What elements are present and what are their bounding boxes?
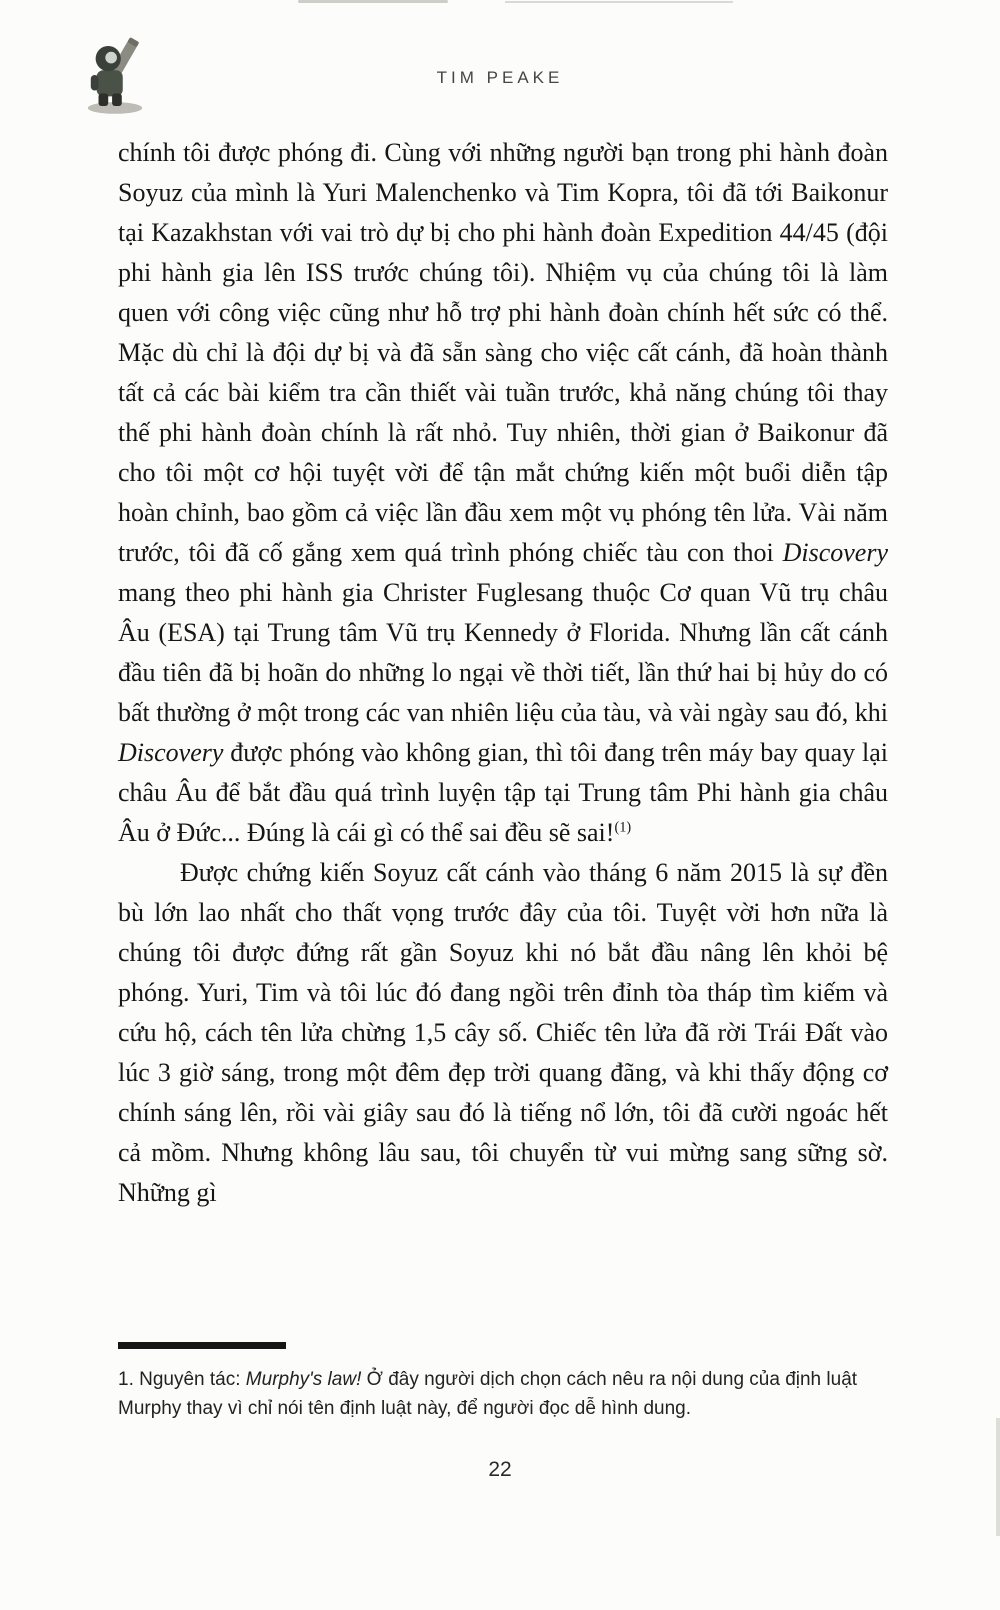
text-run-italic: Murphy's law! [245,1369,362,1390]
running-header: TIM PEAKE [436,68,564,87]
footnote [118,1342,888,1423]
scan-artifact [298,0,448,3]
text-run-italic: Discovery [782,538,888,567]
text-run: chính tôi được phóng đi. Cùng với những người bạn trong phi hành đoàn Soyuz của mình là Yuri Malenchenko và Tim Kopra, tôi đã tới Baikonur tại Kazakhstan với vai trò dự bị cho phi hành đoàn Expedition 44/45 (đội phi hành gia lên ISS trước chúng tôi). Nhiệm vụ của chúng tôi là làm quen với công việc cũng như hỗ trợ phi hành đoàn chính hết sức có thể. Mặc dù chỉ là đội dự bị và đã sẵn sàng cho việc cất cánh, đã hoàn thành tất cả các bài kiểm tra cần thiết vài tuần trước, khả năng chúng tôi thay thế phi hành đoàn chính là rất nhỏ. Tuy nhiên, thời gian ở Baikonur đã cho tôi một cơ hội tuyệt vời để tận mắt chứng kiến một buổi diễn tập hoàn chỉnh, bao gồm cả việc lần đầu xem một vụ phóng tên lửa. Vài năm trước, tôi đã cố gắng xem quá trình phóng chiếc tàu con thoi [118,138,888,567]
text-run: Ở đây người dịch chọn cách nêu ra nội dung của định luật Murphy thay vì chỉ nói tên định luật này, để người đọc dễ hình dung. [118,1369,858,1419]
text-run: mang theo phi hành gia Christer Fuglesang thuộc Cơ quan Vũ trụ châu Âu (ESA) tại Trung tâm Vũ trụ Kennedy ở Florida. Nhưng lần cất cánh đầu tiên đã bị hoãn do những lo ngại về thời tiết, lần thứ hai bị hủy do có bất thường ở một trong các van nhiên liệu của tàu, và vài ngày sau đó, khi [118,578,888,727]
page-number: 22 [488,1458,512,1481]
paragraph [118,853,888,1213]
text-run: Được chứng kiến Soyuz cất cánh vào tháng 6 năm 2015 là sự đền bù lớn lao nhất cho thất vọng trước đây của tôi. Tuyệt vời hơn nữa là chúng tôi được đứng rất gần Soyuz khi nó bắt đầu nâng lên khỏi bệ phóng. Yuri, Tim và tôi lúc đó đang ngồi trên đỉnh tòa tháp tìm kiếm và cứu hộ, cách tên lửa chừng 1,5 cây số. Chiếc tên lửa đã rời Trái Đất vào lúc 3 giờ sáng, trong một đêm đẹp trời quang đãng, và khi thấy động cơ chính sáng lên, rồi vài giây sau đó là tiếng nổ lớn, tôi đã cười ngoác hết cả mồm. Nhưng không lâu sau, tôi chuyển từ vui mừng sang sững sờ. Những gì [118,858,888,1207]
scan-artifact [505,1,733,3]
text-run-italic: Discovery [118,738,224,767]
footnote-text [118,1365,888,1423]
text-run: được phóng vào không gian, thì tôi đang trên máy bay quay lại châu Âu để bắt đầu quá trình luyện tập tại Trung tâm Phi hành gia châu Âu ở Đức... Đúng là cái gì có thể sai đều sẽ sai! [118,738,888,847]
body-text [118,133,888,1213]
paragraph [118,133,888,853]
footnote-separator [118,1342,286,1349]
text-run: 1. Nguyên tác: [118,1369,246,1390]
footnote-reference: (1) [614,819,632,836]
